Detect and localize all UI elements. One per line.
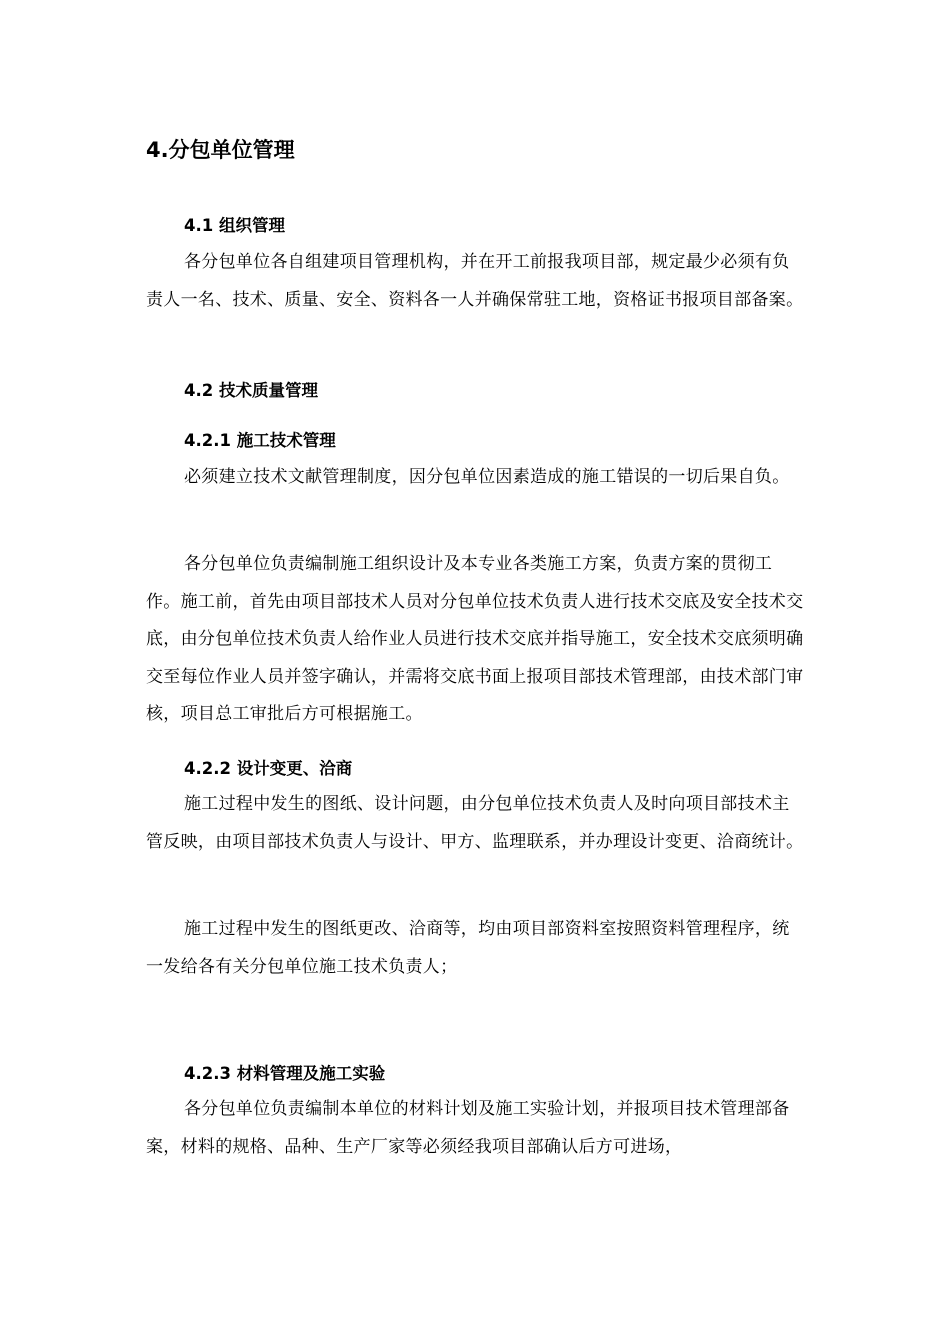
section-heading-4-2-1: 4.2.1 施工技术管理 bbox=[184, 431, 336, 450]
section-heading-4-1: 4.1 组织管理 bbox=[184, 216, 285, 235]
paragraph-4-2-2-a: 施工过程中发生的图纸、设计问题，由分包单位技术负责人及时向项目部技术主管反映，由项目部技术负责人与设计、甲方、监理联系，并办理设计变更、洽商统计。 bbox=[146, 794, 804, 852]
paragraph-4-1: 各分包单位各自组建项目管理机构，并在开工前报我项目部，规定最少必须有负责人一名、技术、质量、安全、资料各一人并确保常驻工地，资格证书报项目部备案。 bbox=[146, 252, 804, 310]
paragraph-4-2-1-a: 必须建立技术文献管理制度，因分包单位因素造成的施工错误的一切后果自负。 bbox=[184, 467, 790, 487]
section-heading-4-2-3: 4.2.3 材料管理及施工实验 bbox=[184, 1064, 386, 1083]
document-title: 4.分包单位管理 bbox=[146, 138, 295, 162]
paragraph-4-2-2-b: 施工过程中发生的图纸更改、洽商等，均由项目部资料室按照资料管理程序，统一发给各有关分包单位施工技术负责人； bbox=[146, 919, 790, 977]
section-heading-4-2: 4.2 技术质量管理 bbox=[184, 381, 318, 400]
section-heading-4-2-2: 4.2.2 设计变更、洽商 bbox=[184, 759, 353, 778]
paragraph-4-2-1-b: 各分包单位负责编制施工组织设计及本专业各类施工方案，负责方案的贯彻工作。施工前，首先由项目部技术人员对分包单位技术负责人进行技术交底及安全技术交底，由分包单位技术负责人给作业人员进行技术交底并指导施工，安全技术交底须明确交至每位作业人员并签字确认，并需将交底书面上报项目部技术管理部，由技术部门审核，项目总工审批后方可根据施工。 bbox=[146, 554, 804, 724]
paragraph-4-2-3: 各分包单位负责编制本单位的材料计划及施工实验计划，并报项目技术管理部备案，材料的规格、品种、生产厂家等必须经我项目部确认后方可进场， bbox=[146, 1099, 790, 1157]
